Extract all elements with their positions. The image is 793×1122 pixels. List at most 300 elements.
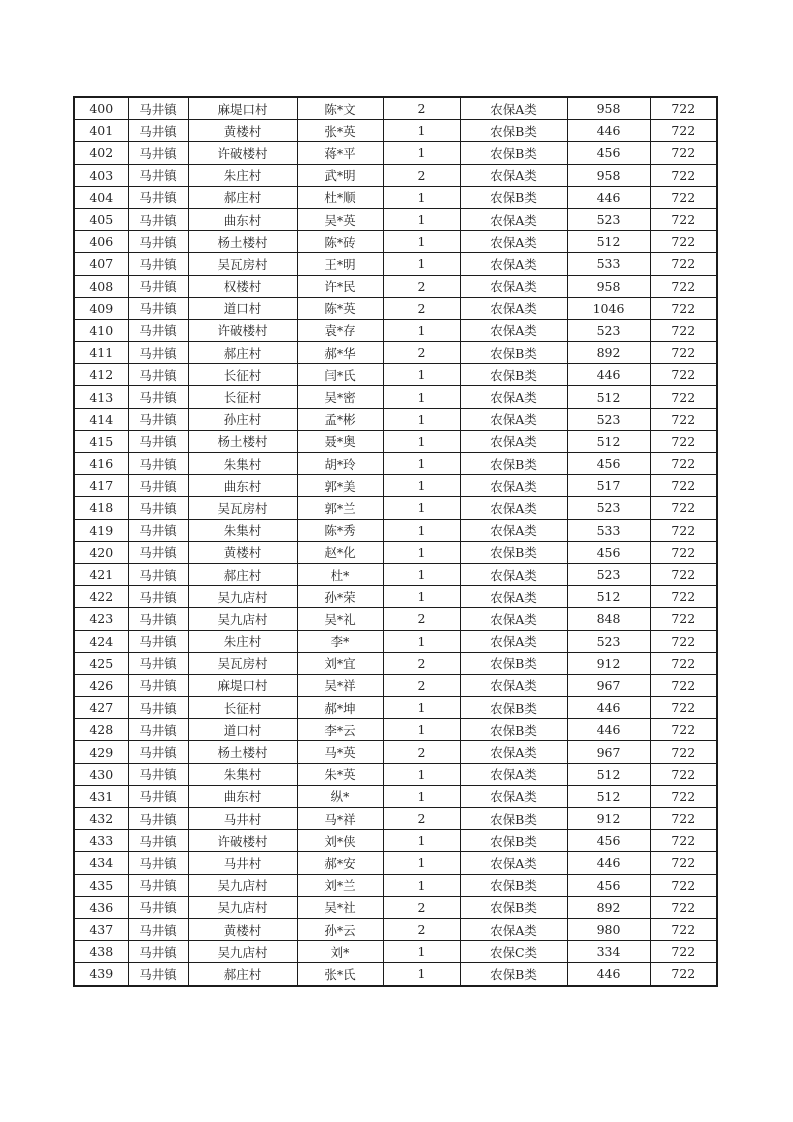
cell-name: 刘*	[297, 941, 383, 963]
cell-amount: 512	[567, 430, 650, 452]
cell-standard: 722	[650, 186, 717, 208]
cell-name: 聂*奥	[297, 430, 383, 452]
cell-standard: 722	[650, 941, 717, 963]
cell-name: 郭*美	[297, 475, 383, 497]
cell-village: 杨土楼村	[188, 430, 297, 452]
cell-name: 吴*密	[297, 386, 383, 408]
cell-category: 农保B类	[460, 186, 567, 208]
cell-serial: 400	[74, 97, 128, 120]
cell-town: 马井镇	[128, 674, 188, 696]
cell-amount: 512	[567, 231, 650, 253]
cell-name: 李*云	[297, 719, 383, 741]
cell-category: 农保B类	[460, 142, 567, 164]
cell-name: 许*民	[297, 275, 383, 297]
cell-count: 1	[383, 852, 460, 874]
cell-count: 1	[383, 697, 460, 719]
table-row	[74, 364, 717, 386]
cell-count: 2	[383, 608, 460, 630]
cell-category: 农保B类	[460, 364, 567, 386]
cell-serial: 404	[74, 186, 128, 208]
cell-amount: 456	[567, 541, 650, 563]
cell-category: 农保A类	[460, 918, 567, 940]
cell-amount: 523	[567, 630, 650, 652]
table-row	[74, 319, 717, 341]
cell-standard: 722	[650, 364, 717, 386]
cell-serial: 412	[74, 364, 128, 386]
table-row	[74, 208, 717, 230]
cell-town: 马井镇	[128, 874, 188, 896]
table-row	[74, 231, 717, 253]
cell-name: 郝*坤	[297, 697, 383, 719]
table-row	[74, 475, 717, 497]
cell-name: 刘*兰	[297, 874, 383, 896]
cell-category: 农保A类	[460, 408, 567, 430]
cell-standard: 722	[650, 253, 717, 275]
cell-town: 马井镇	[128, 430, 188, 452]
cell-count: 1	[383, 186, 460, 208]
cell-amount: 456	[567, 142, 650, 164]
cell-town: 马井镇	[128, 97, 188, 120]
cell-serial: 427	[74, 697, 128, 719]
cell-serial: 433	[74, 830, 128, 852]
cell-serial: 419	[74, 519, 128, 541]
cell-category: 农保B类	[460, 120, 567, 142]
table-row	[74, 408, 717, 430]
cell-standard: 722	[650, 630, 717, 652]
cell-category: 农保A类	[460, 253, 567, 275]
cell-serial: 438	[74, 941, 128, 963]
cell-name: 武*明	[297, 164, 383, 186]
cell-town: 马井镇	[128, 497, 188, 519]
cell-name: 朱*英	[297, 763, 383, 785]
cell-amount: 523	[567, 497, 650, 519]
cell-town: 马井镇	[128, 364, 188, 386]
cell-category: 农保A类	[460, 586, 567, 608]
cell-standard: 722	[650, 541, 717, 563]
table-sheet	[73, 96, 718, 987]
cell-serial: 435	[74, 874, 128, 896]
cell-count: 1	[383, 386, 460, 408]
cell-village: 马井村	[188, 852, 297, 874]
cell-standard: 722	[650, 674, 717, 696]
cell-amount: 456	[567, 453, 650, 475]
cell-village: 朱集村	[188, 453, 297, 475]
cell-standard: 722	[650, 342, 717, 364]
cell-category: 农保B类	[460, 830, 567, 852]
cell-town: 马井镇	[128, 608, 188, 630]
cell-village: 朱集村	[188, 519, 297, 541]
cell-amount: 912	[567, 808, 650, 830]
cell-name: 张*英	[297, 120, 383, 142]
cell-count: 1	[383, 430, 460, 452]
cell-village: 朱集村	[188, 763, 297, 785]
cell-category: 农保A类	[460, 208, 567, 230]
cell-count: 1	[383, 785, 460, 807]
cell-serial: 426	[74, 674, 128, 696]
cell-count: 1	[383, 941, 460, 963]
table-row	[74, 97, 717, 120]
cell-town: 马井镇	[128, 541, 188, 563]
cell-serial: 401	[74, 120, 128, 142]
cell-category: 农保B类	[460, 342, 567, 364]
cell-category: 农保B类	[460, 874, 567, 896]
cell-serial: 410	[74, 319, 128, 341]
cell-serial: 437	[74, 918, 128, 940]
cell-count: 2	[383, 97, 460, 120]
cell-count: 1	[383, 719, 460, 741]
cell-serial: 405	[74, 208, 128, 230]
cell-name: 孙*云	[297, 918, 383, 940]
cell-amount: 892	[567, 896, 650, 918]
cell-village: 孙庄村	[188, 408, 297, 430]
table-row	[74, 120, 717, 142]
cell-count: 1	[383, 497, 460, 519]
cell-category: 农保A类	[460, 319, 567, 341]
cell-standard: 722	[650, 164, 717, 186]
cell-standard: 722	[650, 652, 717, 674]
table-row	[74, 719, 717, 741]
cell-count: 2	[383, 164, 460, 186]
cell-serial: 431	[74, 785, 128, 807]
cell-count: 2	[383, 652, 460, 674]
table-row	[74, 519, 717, 541]
cell-town: 马井镇	[128, 630, 188, 652]
cell-standard: 722	[650, 208, 717, 230]
cell-town: 马井镇	[128, 719, 188, 741]
cell-serial: 403	[74, 164, 128, 186]
cell-name: 郭*兰	[297, 497, 383, 519]
cell-category: 农保A类	[460, 297, 567, 319]
cell-standard: 722	[650, 497, 717, 519]
table-body	[74, 97, 717, 986]
cell-category: 农保C类	[460, 941, 567, 963]
cell-name: 陈*文	[297, 97, 383, 120]
table-row	[74, 275, 717, 297]
cell-amount: 533	[567, 253, 650, 275]
cell-count: 1	[383, 364, 460, 386]
cell-count: 1	[383, 763, 460, 785]
cell-name: 陈*砖	[297, 231, 383, 253]
cell-standard: 722	[650, 918, 717, 940]
cell-category: 农保A类	[460, 97, 567, 120]
cell-count: 1	[383, 541, 460, 563]
cell-amount: 912	[567, 652, 650, 674]
cell-town: 马井镇	[128, 386, 188, 408]
cell-village: 道口村	[188, 297, 297, 319]
cell-name: 胡*玲	[297, 453, 383, 475]
cell-town: 马井镇	[128, 142, 188, 164]
table-row	[74, 852, 717, 874]
cell-amount: 446	[567, 364, 650, 386]
cell-name: 杜*顺	[297, 186, 383, 208]
cell-count: 1	[383, 142, 460, 164]
cell-village: 长征村	[188, 364, 297, 386]
cell-town: 马井镇	[128, 297, 188, 319]
cell-amount: 446	[567, 852, 650, 874]
table-row	[74, 874, 717, 896]
cell-town: 马井镇	[128, 275, 188, 297]
cell-town: 马井镇	[128, 830, 188, 852]
cell-village: 许破楼村	[188, 830, 297, 852]
table-row	[74, 830, 717, 852]
cell-town: 马井镇	[128, 408, 188, 430]
cell-category: 农保A类	[460, 164, 567, 186]
cell-town: 马井镇	[128, 319, 188, 341]
cell-amount: 958	[567, 97, 650, 120]
benefit-table	[73, 96, 718, 987]
cell-village: 权楼村	[188, 275, 297, 297]
cell-serial: 409	[74, 297, 128, 319]
cell-town: 马井镇	[128, 186, 188, 208]
cell-category: 农保B类	[460, 963, 567, 986]
cell-standard: 722	[650, 808, 717, 830]
cell-standard: 722	[650, 453, 717, 475]
cell-town: 马井镇	[128, 697, 188, 719]
cell-category: 农保A类	[460, 519, 567, 541]
cell-town: 马井镇	[128, 475, 188, 497]
cell-standard: 722	[650, 120, 717, 142]
table-row	[74, 186, 717, 208]
cell-standard: 722	[650, 852, 717, 874]
cell-village: 郝庄村	[188, 563, 297, 585]
cell-count: 1	[383, 208, 460, 230]
cell-serial: 408	[74, 275, 128, 297]
cell-serial: 416	[74, 453, 128, 475]
table-row	[74, 674, 717, 696]
table-row	[74, 586, 717, 608]
cell-count: 1	[383, 830, 460, 852]
table-row	[74, 741, 717, 763]
cell-category: 农保B类	[460, 808, 567, 830]
cell-serial: 407	[74, 253, 128, 275]
cell-village: 朱庄村	[188, 630, 297, 652]
cell-standard: 722	[650, 475, 717, 497]
cell-standard: 722	[650, 697, 717, 719]
cell-count: 1	[383, 253, 460, 275]
cell-village: 道口村	[188, 719, 297, 741]
table-row	[74, 563, 717, 585]
cell-category: 农保B类	[460, 896, 567, 918]
cell-serial: 429	[74, 741, 128, 763]
cell-category: 农保A类	[460, 231, 567, 253]
cell-name: 郝*安	[297, 852, 383, 874]
cell-name: 陈*英	[297, 297, 383, 319]
cell-count: 2	[383, 896, 460, 918]
cell-town: 马井镇	[128, 652, 188, 674]
cell-amount: 446	[567, 186, 650, 208]
cell-village: 长征村	[188, 386, 297, 408]
cell-category: 农保A类	[460, 275, 567, 297]
cell-name: 闫*氏	[297, 364, 383, 386]
cell-amount: 892	[567, 342, 650, 364]
table-row	[74, 453, 717, 475]
cell-amount: 967	[567, 741, 650, 763]
cell-standard: 722	[650, 231, 717, 253]
cell-serial: 402	[74, 142, 128, 164]
cell-town: 马井镇	[128, 741, 188, 763]
cell-amount: 334	[567, 941, 650, 963]
cell-town: 马井镇	[128, 941, 188, 963]
table-row	[74, 297, 717, 319]
cell-amount: 456	[567, 874, 650, 896]
cell-amount: 512	[567, 586, 650, 608]
cell-amount: 967	[567, 674, 650, 696]
cell-standard: 722	[650, 586, 717, 608]
cell-village: 吴九店村	[188, 941, 297, 963]
cell-village: 曲东村	[188, 475, 297, 497]
cell-count: 1	[383, 563, 460, 585]
cell-category: 农保A类	[460, 741, 567, 763]
cell-amount: 446	[567, 719, 650, 741]
cell-category: 农保B类	[460, 652, 567, 674]
table-row	[74, 941, 717, 963]
cell-town: 马井镇	[128, 586, 188, 608]
cell-count: 2	[383, 918, 460, 940]
cell-village: 杨土楼村	[188, 231, 297, 253]
cell-village: 黄楼村	[188, 120, 297, 142]
cell-category: 农保A类	[460, 608, 567, 630]
cell-village: 麻堤口村	[188, 674, 297, 696]
table-row	[74, 896, 717, 918]
cell-standard: 722	[650, 275, 717, 297]
cell-count: 1	[383, 519, 460, 541]
table-row	[74, 541, 717, 563]
cell-serial: 436	[74, 896, 128, 918]
cell-count: 1	[383, 453, 460, 475]
cell-name: 孙*荣	[297, 586, 383, 608]
cell-serial: 422	[74, 586, 128, 608]
cell-name: 吴*礼	[297, 608, 383, 630]
cell-count: 1	[383, 874, 460, 896]
cell-name: 李*	[297, 630, 383, 652]
cell-village: 黄楼村	[188, 918, 297, 940]
cell-amount: 512	[567, 763, 650, 785]
cell-town: 马井镇	[128, 253, 188, 275]
cell-category: 农保B类	[460, 719, 567, 741]
cell-name: 吴*祥	[297, 674, 383, 696]
cell-village: 吴瓦房村	[188, 652, 297, 674]
cell-category: 农保A类	[460, 475, 567, 497]
cell-village: 朱庄村	[188, 164, 297, 186]
cell-amount: 958	[567, 164, 650, 186]
cell-amount: 446	[567, 120, 650, 142]
cell-amount: 517	[567, 475, 650, 497]
cell-town: 马井镇	[128, 120, 188, 142]
cell-amount: 848	[567, 608, 650, 630]
cell-standard: 722	[650, 896, 717, 918]
cell-serial: 430	[74, 763, 128, 785]
cell-standard: 722	[650, 874, 717, 896]
cell-town: 马井镇	[128, 453, 188, 475]
cell-serial: 406	[74, 231, 128, 253]
cell-serial: 434	[74, 852, 128, 874]
cell-village: 吴九店村	[188, 874, 297, 896]
cell-name: 蒋*平	[297, 142, 383, 164]
cell-category: 农保A类	[460, 785, 567, 807]
cell-amount: 1046	[567, 297, 650, 319]
cell-amount: 533	[567, 519, 650, 541]
cell-category: 农保A类	[460, 852, 567, 874]
cell-standard: 722	[650, 741, 717, 763]
cell-name: 王*明	[297, 253, 383, 275]
cell-town: 马井镇	[128, 519, 188, 541]
cell-amount: 958	[567, 275, 650, 297]
cell-serial: 420	[74, 541, 128, 563]
cell-village: 长征村	[188, 697, 297, 719]
cell-name: 刘*宜	[297, 652, 383, 674]
cell-village: 吴瓦房村	[188, 253, 297, 275]
cell-village: 郝庄村	[188, 963, 297, 986]
cell-name: 吴*社	[297, 896, 383, 918]
cell-count: 1	[383, 475, 460, 497]
cell-count: 1	[383, 231, 460, 253]
cell-count: 1	[383, 319, 460, 341]
cell-amount: 512	[567, 386, 650, 408]
cell-town: 马井镇	[128, 918, 188, 940]
cell-town: 马井镇	[128, 896, 188, 918]
cell-standard: 722	[650, 519, 717, 541]
cell-serial: 432	[74, 808, 128, 830]
cell-amount: 456	[567, 830, 650, 852]
cell-name: 孟*彬	[297, 408, 383, 430]
cell-category: 农保A类	[460, 630, 567, 652]
cell-village: 黄楼村	[188, 541, 297, 563]
cell-town: 马井镇	[128, 231, 188, 253]
cell-name: 杜*	[297, 563, 383, 585]
cell-count: 2	[383, 808, 460, 830]
cell-count: 1	[383, 630, 460, 652]
cell-amount: 980	[567, 918, 650, 940]
cell-standard: 722	[650, 563, 717, 585]
cell-name: 陈*秀	[297, 519, 383, 541]
table-row	[74, 342, 717, 364]
cell-category: 农保B类	[460, 453, 567, 475]
cell-village: 曲东村	[188, 785, 297, 807]
cell-standard: 722	[650, 830, 717, 852]
cell-serial: 423	[74, 608, 128, 630]
cell-amount: 446	[567, 963, 650, 986]
cell-village: 郝庄村	[188, 342, 297, 364]
cell-town: 马井镇	[128, 563, 188, 585]
cell-count: 1	[383, 586, 460, 608]
cell-category: 农保A类	[460, 563, 567, 585]
cell-category: 农保A类	[460, 497, 567, 519]
cell-serial: 418	[74, 497, 128, 519]
cell-village: 曲东村	[188, 208, 297, 230]
cell-count: 1	[383, 120, 460, 142]
cell-category: 农保B类	[460, 541, 567, 563]
cell-standard: 722	[650, 386, 717, 408]
table-row	[74, 386, 717, 408]
table-row	[74, 630, 717, 652]
cell-standard: 722	[650, 719, 717, 741]
cell-standard: 722	[650, 319, 717, 341]
cell-amount: 523	[567, 563, 650, 585]
cell-village: 吴九店村	[188, 586, 297, 608]
table-row	[74, 963, 717, 986]
cell-standard: 722	[650, 785, 717, 807]
cell-category: 农保A类	[460, 674, 567, 696]
cell-village: 许破楼村	[188, 319, 297, 341]
cell-village: 许破楼村	[188, 142, 297, 164]
cell-name: 赵*化	[297, 541, 383, 563]
cell-count: 2	[383, 297, 460, 319]
table-row	[74, 918, 717, 940]
cell-category: 农保A类	[460, 763, 567, 785]
cell-serial: 428	[74, 719, 128, 741]
cell-category: 农保A类	[460, 430, 567, 452]
cell-town: 马井镇	[128, 208, 188, 230]
